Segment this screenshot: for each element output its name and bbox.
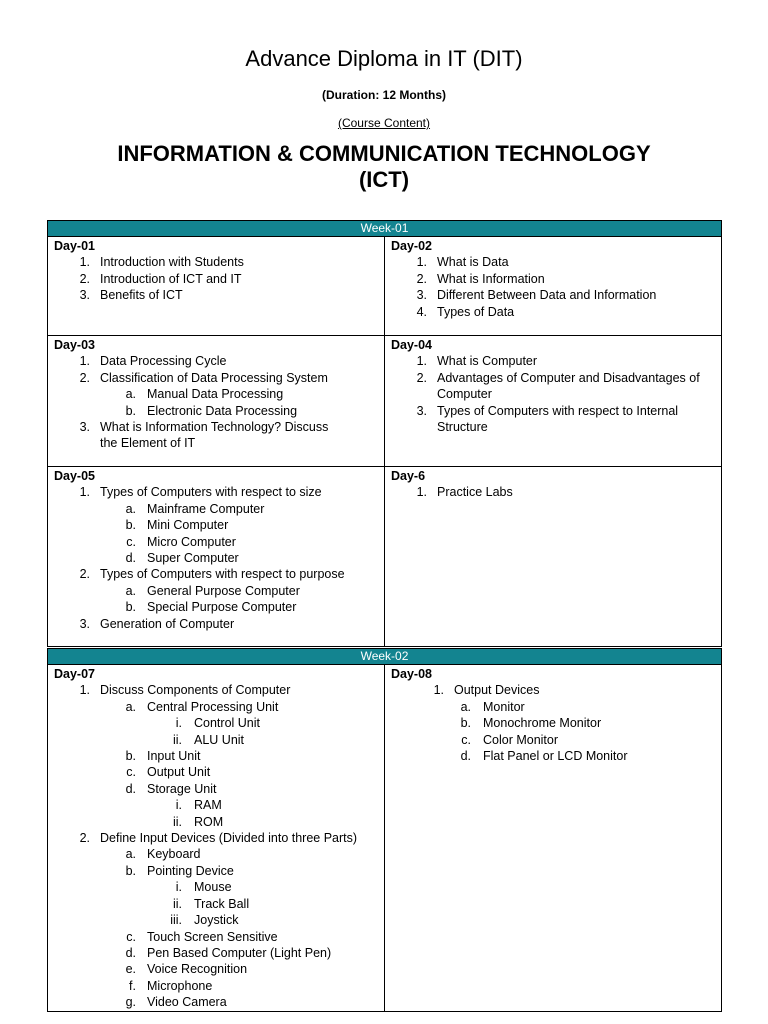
day-05-cell — [48, 467, 385, 647]
day-05-label: Day-05 — [54, 469, 95, 483]
list-item: c. Color Monitor — [461, 732, 559, 747]
subject-title-line1: INFORMATION & COMMUNICATION TECHNOLOGY — [117, 141, 651, 166]
course-content-label: (Course Content) — [337, 116, 431, 130]
list-item: c. Micro Computer — [126, 534, 236, 549]
list-item: ii. Track Ball — [172, 896, 250, 911]
day-07-label: Day-07 — [54, 667, 95, 681]
list-item: 2. Types of Computers with respect to purpose — [79, 567, 345, 582]
list-item: c. Touch Screen Sensitive — [126, 929, 278, 944]
week-02-header: Week-02 — [48, 649, 722, 665]
day-06-cell — [385, 467, 722, 647]
list-item: 1. What is Data — [416, 255, 509, 270]
day-01-cell — [48, 237, 385, 336]
list-item: g. Video Camera — [125, 995, 227, 1010]
list-item: a. General Purpose Computer — [125, 583, 300, 598]
list-item: a. Monitor — [460, 699, 525, 714]
list-item: b. Mini Computer — [125, 518, 229, 533]
list-item: 2. Define Input Devices (Divided into three Parts) — [79, 831, 358, 846]
list-item: b. Monochrome Monitor — [460, 716, 602, 731]
day-02-cell — [385, 237, 722, 336]
list-item: ii. ROM — [172, 814, 224, 829]
list-item: b. Pointing Device — [125, 863, 234, 878]
list-item: i. RAM — [175, 798, 222, 813]
document-title: Advance Diploma in IT (DIT) — [245, 46, 523, 71]
list-item: 1. Output Devices — [433, 683, 540, 698]
list-item: 1. Discuss Components of Computer — [79, 683, 291, 698]
list-item: 3. Benefits of ICT — [79, 288, 183, 303]
subject-title-line2: (ICT) — [358, 167, 410, 192]
week-01-table — [47, 220, 722, 647]
day-04-cell — [385, 336, 722, 467]
list-item: 3. Generation of Computer — [79, 616, 235, 631]
list-item: 1. Introduction with Students — [79, 255, 244, 270]
subject-title — [0, 141, 768, 193]
day-03-label: Day-03 — [54, 338, 95, 352]
list-item: 3. What is Information Technology? Discuss the Element of IT — [79, 420, 329, 451]
list-item: a. Keyboard — [125, 847, 201, 862]
day-08-label: Day-08 — [391, 667, 432, 681]
list-item: 2. Advantages of Computer and Disadvantages of Computer — [416, 370, 700, 402]
list-item: a. Manual Data Processing — [125, 387, 284, 402]
list-item: d. Super Computer — [125, 551, 239, 566]
list-item: ii. ALU Unit — [172, 732, 245, 747]
list-item: 3. Types of Computers with respect to Internal Structure — [416, 403, 679, 435]
list-item: d. Pen Based Computer (Light Pen) — [125, 945, 332, 960]
list-item: a. Central Processing Unit — [125, 699, 279, 714]
list-item: c. Output Unit — [126, 765, 211, 780]
list-item: 1. Data Processing Cycle — [79, 354, 227, 369]
duration-label: (Duration: 12 Months) — [322, 88, 446, 102]
list-item: f. Microphone — [129, 978, 213, 993]
list-item: d. Flat Panel or LCD Monitor — [460, 749, 628, 764]
list-item: 1. What is Computer — [416, 354, 538, 369]
list-item: a. Mainframe Computer — [125, 501, 265, 516]
day-01-label: Day-01 — [54, 239, 95, 253]
day-08-cell — [385, 665, 722, 1012]
list-item: 2. What is Information — [416, 271, 545, 286]
week-02-table — [47, 648, 722, 1012]
list-item: 2. Classification of Data Processing System — [79, 370, 328, 385]
list-item: b. Electronic Data Processing — [125, 403, 298, 418]
list-item: i. Mouse — [175, 880, 232, 895]
list-item: 2. Introduction of ICT and IT — [79, 271, 242, 286]
list-item: d. Storage Unit — [125, 781, 217, 796]
week-01-header: Week-01 — [48, 221, 722, 237]
day-03-cell — [48, 336, 385, 467]
list-item: i. Control Unit — [175, 716, 260, 731]
day-06-label: Day-6 — [391, 469, 426, 483]
day-04-label: Day-04 — [391, 338, 432, 352]
list-item: b. Special Purpose Computer — [125, 600, 297, 615]
list-item: b. Input Unit — [125, 749, 201, 764]
list-item: 4. Types of Data — [416, 304, 515, 319]
list-item: iii. Joystick — [170, 913, 239, 928]
list-item: e. Voice Recognition — [125, 962, 248, 977]
list-item: 1. Practice Labs — [416, 485, 513, 500]
day-07-cell — [48, 665, 385, 1012]
list-item: 1. Types of Computers with respect to size — [79, 485, 322, 500]
day-02-label: Day-02 — [391, 239, 432, 253]
list-item: 3. Different Between Data and Information — [416, 288, 657, 303]
